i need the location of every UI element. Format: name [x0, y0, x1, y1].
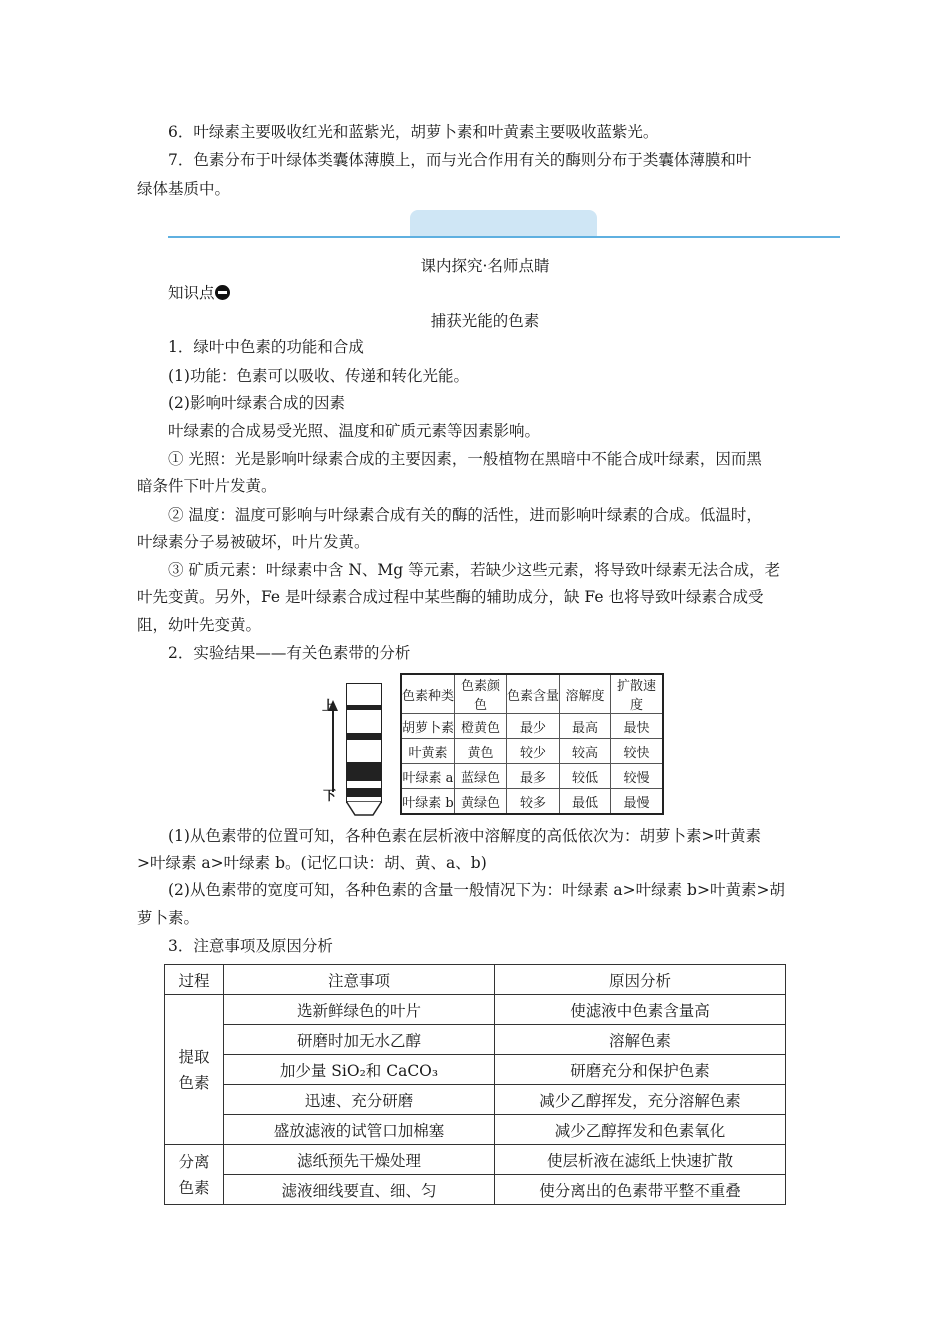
para-temp-l1: ② 温度：温度可影响与叶绿素合成有关的酶的活性，进而影响叶绿素的合成。低温时， [168, 506, 762, 524]
para-factors-intro: 叶绿素的合成易受光照、温度和矿质元素等因素影响。 [168, 422, 541, 440]
table-cell: 较多 [507, 789, 560, 815]
table-row [165, 1025, 786, 1055]
table-cell: 迅速、充分研磨 [224, 1085, 495, 1115]
section-rule [168, 236, 840, 238]
para-temp-l2: 叶绿素分子易被破坏，叶片发黄。 [137, 533, 370, 551]
table-cell: 最慢 [611, 789, 664, 815]
table-cell: 较高 [560, 739, 611, 764]
table-cell: 最少 [507, 714, 560, 739]
table-cell: 滤液细线要直、细、匀 [224, 1175, 495, 1205]
heading-2: 2．实验结果——有关色素带的分析 [168, 644, 411, 662]
table-cell: 黄绿色 [455, 789, 507, 815]
intro-item-6: 6．叶绿素主要吸收红光和蓝紫光，胡萝卜素和叶黄素主要吸收蓝紫光。 [168, 123, 659, 141]
table-cell: 较慢 [611, 764, 664, 789]
table-row [165, 1115, 786, 1145]
pigment-table [400, 673, 664, 815]
table-cell: 最低 [560, 789, 611, 815]
table-cell: 使滤液中色素含量高 [495, 995, 786, 1025]
table-row [165, 1145, 786, 1175]
band-xanthophyll [347, 733, 381, 740]
para-factors: (2)影响叶绿素合成的因素 [168, 394, 345, 412]
table-cell: 最快 [611, 714, 664, 739]
para-mineral-l1: ③ 矿质元素：叶绿素中含 N、Mg 等元素，若缺少这些元素，将导致叶绿素无法合成，老 [168, 561, 781, 579]
table-cell: 溶解色素 [495, 1025, 786, 1055]
number-one-icon [215, 285, 230, 300]
table-cell: 研磨时加无水乙醇 [224, 1025, 495, 1055]
table-cell: 叶绿素 b [401, 789, 455, 815]
strip-top-label: 上 [322, 699, 336, 714]
para-light-l2: 暗条件下叶片发黄。 [137, 477, 277, 495]
table-row [401, 789, 663, 815]
chromatography-strip [346, 683, 382, 803]
header-cell: 注意事项 [224, 965, 495, 995]
strip-tip [346, 801, 382, 817]
table-cell: 盛放滤液的试管口加棉塞 [224, 1115, 495, 1145]
table-row [401, 714, 663, 739]
band-chlorophyll-a [347, 762, 381, 781]
table-cell: 滤纸预先干燥处理 [224, 1145, 495, 1175]
header-cell: 溶解度 [560, 674, 611, 714]
knowledge-label: 知识点 [168, 284, 215, 302]
header-cell: 扩散速度 [611, 674, 664, 714]
table-row [401, 764, 663, 789]
header-cell: 原因分析 [495, 965, 786, 995]
table-cell: 黄色 [455, 739, 507, 764]
intro-item-7-line1: 7．色素分布于叶绿体类囊体薄膜上，而与光合作用有关的酶则分布于类囊体薄膜和叶 [168, 151, 752, 169]
table-row [165, 995, 786, 1025]
para-function: (1)功能：色素可以吸收、传递和转化光能。 [168, 367, 469, 385]
table-row [165, 1085, 786, 1115]
table-cell: 较少 [507, 739, 560, 764]
table-row [165, 965, 786, 995]
band-carotene [347, 705, 381, 710]
section-tab [410, 210, 597, 237]
header-cell: 色素种类 [401, 674, 455, 714]
table-cell: 最多 [507, 764, 560, 789]
header-cell: 过程 [165, 965, 224, 995]
intro-item-7-line2: 绿体基质中。 [137, 180, 231, 198]
table-cell: 使层析液在滤纸上快速扩散 [495, 1145, 786, 1175]
para-mineral-l2: 叶先变黄。另外，Fe 是叶绿素合成过程中某些酶的辅助成分，缺 Fe 也将导致叶绿素合成受 [137, 588, 764, 606]
table-cell: 叶黄素 [401, 739, 455, 764]
header-cell: 色素颜色 [455, 674, 507, 714]
para-solubility-l1: (1)从色素带的位置可知，各种色素在层析液中溶解度的高低依次为：胡萝卜素>叶黄素 [168, 827, 761, 845]
band-chlorophyll-b [347, 788, 381, 797]
section-title: 课内探究·名师点睛 [420, 257, 550, 275]
table-cell: 较快 [611, 739, 664, 764]
table-cell: 较低 [560, 764, 611, 789]
knowledge-point-heading [168, 279, 818, 307]
heading-3: 3．注意事项及原因分析 [168, 937, 333, 955]
table-row [401, 674, 663, 714]
table-row [165, 1175, 786, 1205]
table-cell: 叶绿素 a [401, 764, 455, 789]
header-cell: 色素含量 [507, 674, 560, 714]
strip-bottom-label: 下 [323, 789, 337, 804]
table-cell: 使分离出的色素带平整不重叠 [495, 1175, 786, 1205]
table-cell: 加少量 SiO₂和 CaCO₃ [224, 1055, 495, 1085]
para-mineral-l3: 阻，幼叶先变黄。 [137, 616, 262, 634]
table-cell: 减少乙醇挥发，充分溶解色素 [495, 1085, 786, 1115]
arrow-shaft [332, 710, 334, 792]
table-cell: 研磨充分和保护色素 [495, 1055, 786, 1085]
para-content-l2: 萝卜素。 [137, 909, 200, 927]
table-row [401, 739, 663, 764]
table-cell: 胡萝卜素 [401, 714, 455, 739]
topic-title: 捕获光能的色素 [430, 312, 540, 330]
group-cell-extract: 提取色素 [165, 995, 224, 1145]
table-cell: 最高 [560, 714, 611, 739]
table-cell: 蓝绿色 [455, 764, 507, 789]
para-content-l1: (2)从色素带的宽度可知，各种色素的含量一般情况下为：叶绿素 a>叶绿素 b>叶黄素>胡 [168, 881, 785, 899]
notes-table [164, 964, 786, 1205]
table-cell: 橙黄色 [455, 714, 507, 739]
para-light-l1: ① 光照：光是影响叶绿素合成的主要因素，一般植物在黑暗中不能合成叶绿素，因而黑 [168, 450, 762, 468]
heading-1: 1．绿叶中色素的功能和合成 [168, 338, 364, 356]
table-row [165, 1055, 786, 1085]
group-cell-separate: 分离色素 [165, 1145, 224, 1205]
table-cell: 选新鲜绿色的叶片 [224, 995, 495, 1025]
table-cell: 减少乙醇挥发和色素氧化 [495, 1115, 786, 1145]
para-solubility-l2: >叶绿素 a>叶绿素 b。(记忆口诀：胡、黄、a、b) [137, 854, 487, 872]
